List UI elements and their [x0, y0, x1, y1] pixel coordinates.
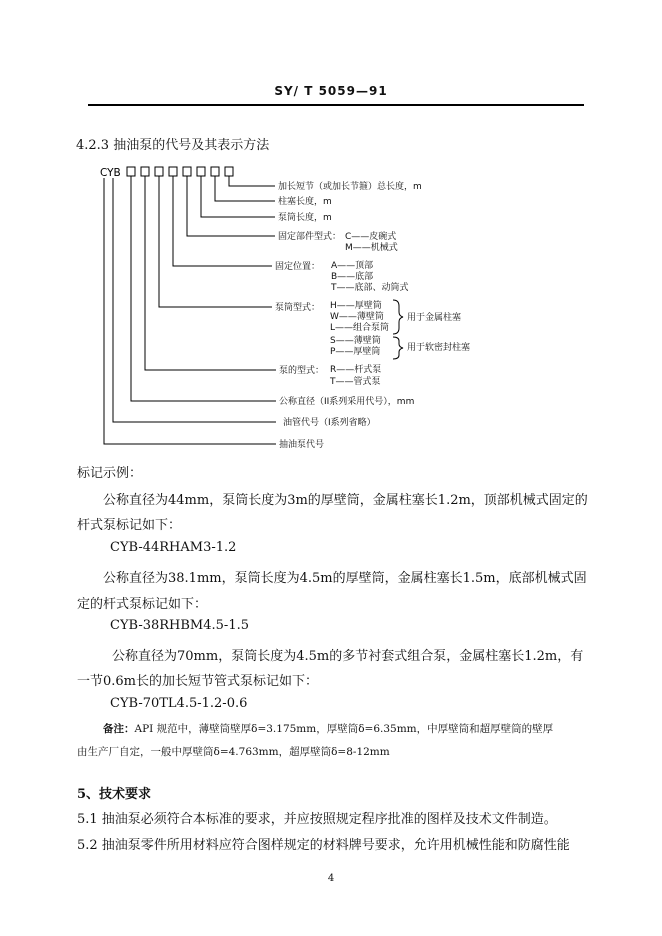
label-bt-s: S——薄壁筒 — [330, 336, 381, 346]
label-soft-plunger: 用于软密封柱塞 — [407, 343, 471, 353]
leader-pump-code — [104, 178, 276, 444]
label-pos-a: A——顶部 — [331, 261, 374, 271]
label-bt-w: W——薄壁筒 — [330, 312, 384, 322]
section-5-heading: 5、技术要求 — [77, 787, 152, 802]
clause-5-2: 5.2 抽油泵零件所用材料应符合图样规定的材料牌号要求，允许用机械性能和防腐性能 — [77, 838, 570, 853]
label-pos-b: B——底部 — [331, 272, 374, 282]
example-2-line-2: 定的杆式泵标记如下： — [77, 597, 208, 612]
brace-soft — [393, 337, 403, 359]
example-1-line-2: 杆式泵标记如下： — [77, 518, 182, 533]
code-box-8 — [225, 167, 233, 176]
note-line-1 — [103, 721, 553, 736]
leader-plunger — [215, 176, 275, 201]
leader-extension — [229, 176, 275, 186]
leader-fix-type — [187, 176, 275, 236]
leader-fix-position — [173, 176, 272, 266]
leader-tubing — [113, 178, 276, 422]
label-fix-type: 固定部件型式： — [278, 232, 342, 242]
header-rule — [88, 104, 584, 106]
code-box-1 — [127, 167, 135, 176]
example-1-code: CYB-44RHAM3-1.2 — [110, 540, 237, 555]
label-extension: 加长短节（或加长节箍）总长度，m — [278, 182, 422, 192]
label-pt-r: R——杆式泵 — [330, 365, 382, 375]
code-box-4 — [169, 167, 177, 176]
label-fix-m: M——机械式 — [345, 243, 398, 253]
label-bt-l: L——组合泵筒 — [330, 323, 390, 333]
code-prefix-cyb: CYB — [100, 167, 121, 179]
label-nominal-diameter: 公称直径（II系列采用代号），mm — [279, 397, 415, 407]
note-line-2: 由生产厂自定，一般中厚壁筒δ=4.763mm，超厚壁筒δ=8-12mm — [77, 746, 390, 758]
pump-code-diagram — [0, 160, 662, 460]
label-metal-plunger: 用于金属柱塞 — [407, 313, 462, 323]
leader-nominal — [131, 176, 276, 401]
page-number: 4 — [327, 873, 335, 884]
code-box-5 — [183, 167, 191, 176]
code-box-2 — [141, 167, 149, 176]
example-2-code: CYB-38RHBM4.5-1.5 — [110, 618, 249, 633]
label-pump-type: 泵的型式： — [279, 366, 325, 376]
label-tubing-code: 油管代号（I系列省略） — [283, 418, 376, 428]
section-4-2-3-heading: 4.2.3 抽油泵的代号及其表示方法 — [76, 138, 270, 153]
example-2-line-1: 公称直径为38.1mm，泵筒长度为4.5m的厚壁筒，金属柱塞长1.5m，底部机械式固 — [103, 571, 587, 586]
label-barrel-length: 泵筒长度，m — [278, 213, 332, 223]
label-pos-t: T——底部、动筒式 — [331, 283, 409, 293]
label-plunger-length: 柱塞长度，m — [278, 197, 332, 207]
label-pt-t: T——管式泵 — [330, 377, 381, 387]
example-1-line-1: 公称直径为44mm，泵筒长度为3m的厚壁筒，金属柱塞长1.2m，顶部机械式固定的 — [103, 493, 588, 508]
standard-code-header: SY/ T 5059—91 — [274, 84, 388, 98]
note-line-1-text: API 规范中，薄壁筒壁厚δ=3.175mm，厚壁筒δ=6.35mm，中厚壁筒和超厚壁筒的壁厚 — [134, 723, 554, 735]
example-3-line-1: 公称直径为70mm，泵筒长度为4.5m的多节衬套式组合泵，金属柱塞长1.2m，有 — [112, 649, 584, 664]
brace-metal — [393, 300, 403, 334]
clause-5-1: 5.1 抽油泵必须符合本标准的要求，并应按照规定程序批准的图样及技术文件制造。 — [77, 812, 557, 827]
code-box-3 — [155, 167, 163, 176]
note-label: 备注： — [103, 723, 135, 735]
example-3-line-2: 一节0.6m长的加长短节管式泵标记如下： — [77, 674, 319, 689]
leader-pump-type — [145, 176, 276, 370]
code-box-6 — [197, 167, 205, 176]
leader-barrel-length — [201, 176, 275, 217]
label-pump-code: 抽油泵代号 — [279, 440, 325, 450]
label-fix-c: C——皮碗式 — [345, 232, 397, 242]
code-box-7 — [211, 167, 219, 176]
example-3-code: CYB-70TL4.5-1.2-0.6 — [110, 696, 248, 711]
label-barrel-type: 泵筒型式： — [275, 303, 321, 313]
label-fix-position: 固定位置： — [275, 262, 321, 272]
label-bt-p: P——厚壁筒 — [330, 347, 381, 357]
label-bt-h: H——厚壁筒 — [330, 301, 382, 311]
examples-title: 标记示例： — [77, 466, 143, 481]
